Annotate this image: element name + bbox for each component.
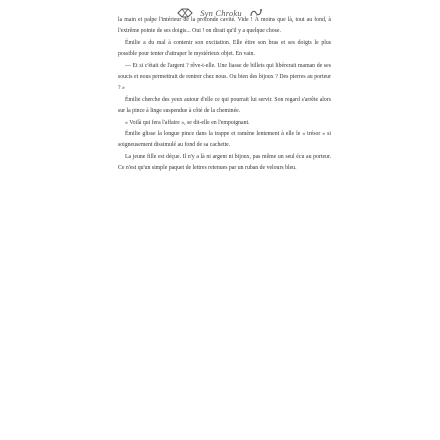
body-text — [118, 15, 331, 175]
paragraph: — Et si c'était de l'argent ? rêve-t-elle. Une liasse de billets qui libérerait maman de ses soucis et nous permettrait de rentrer chez nous. Ou bien des bijoux ? Des pierres au porteur ? » — [118, 62, 331, 92]
paragraph: « Voilà qui fera l'affaire », se dit-elle en l'empoignant. — [125, 119, 250, 126]
running-title: Syn Chroku — [200, 8, 242, 18]
paragraph: la main et palpe l'intérieur de la profonde cavité. Vide ! À moins que là, tout au fond, à l'extrême pointe de ses doigts... Oui ! on dirait qu'il y a quelque chose. — [118, 17, 331, 35]
paragraph: La jeune fille est déçue. Il n'y a là ni argent ni bijoux, pas même un seul écu au porteur. Ce n'est qu'un simple paquet de lettres retenues par un ruban de velours bleu. — [118, 153, 331, 172]
paragraph: Émilie glisse la longue pince dans la trappe et ramène lentement à elle le « trésor » si soigneusement dissimulé au fond de sa cachette. — [118, 131, 331, 149]
paragraph: Émilie a du mal à contenir son excitation. Elle étire son bras et ses doigts le plus possible pour tenter d'attraper le mystérieux objet. En vain. — [118, 39, 331, 58]
paragraph: Émilie cherche des yeux autour d'elle ce qui pourrait lui servir. Son regard s'arrête alors sur la pince à linge suspendue à côté de la cheminée. — [118, 96, 331, 115]
